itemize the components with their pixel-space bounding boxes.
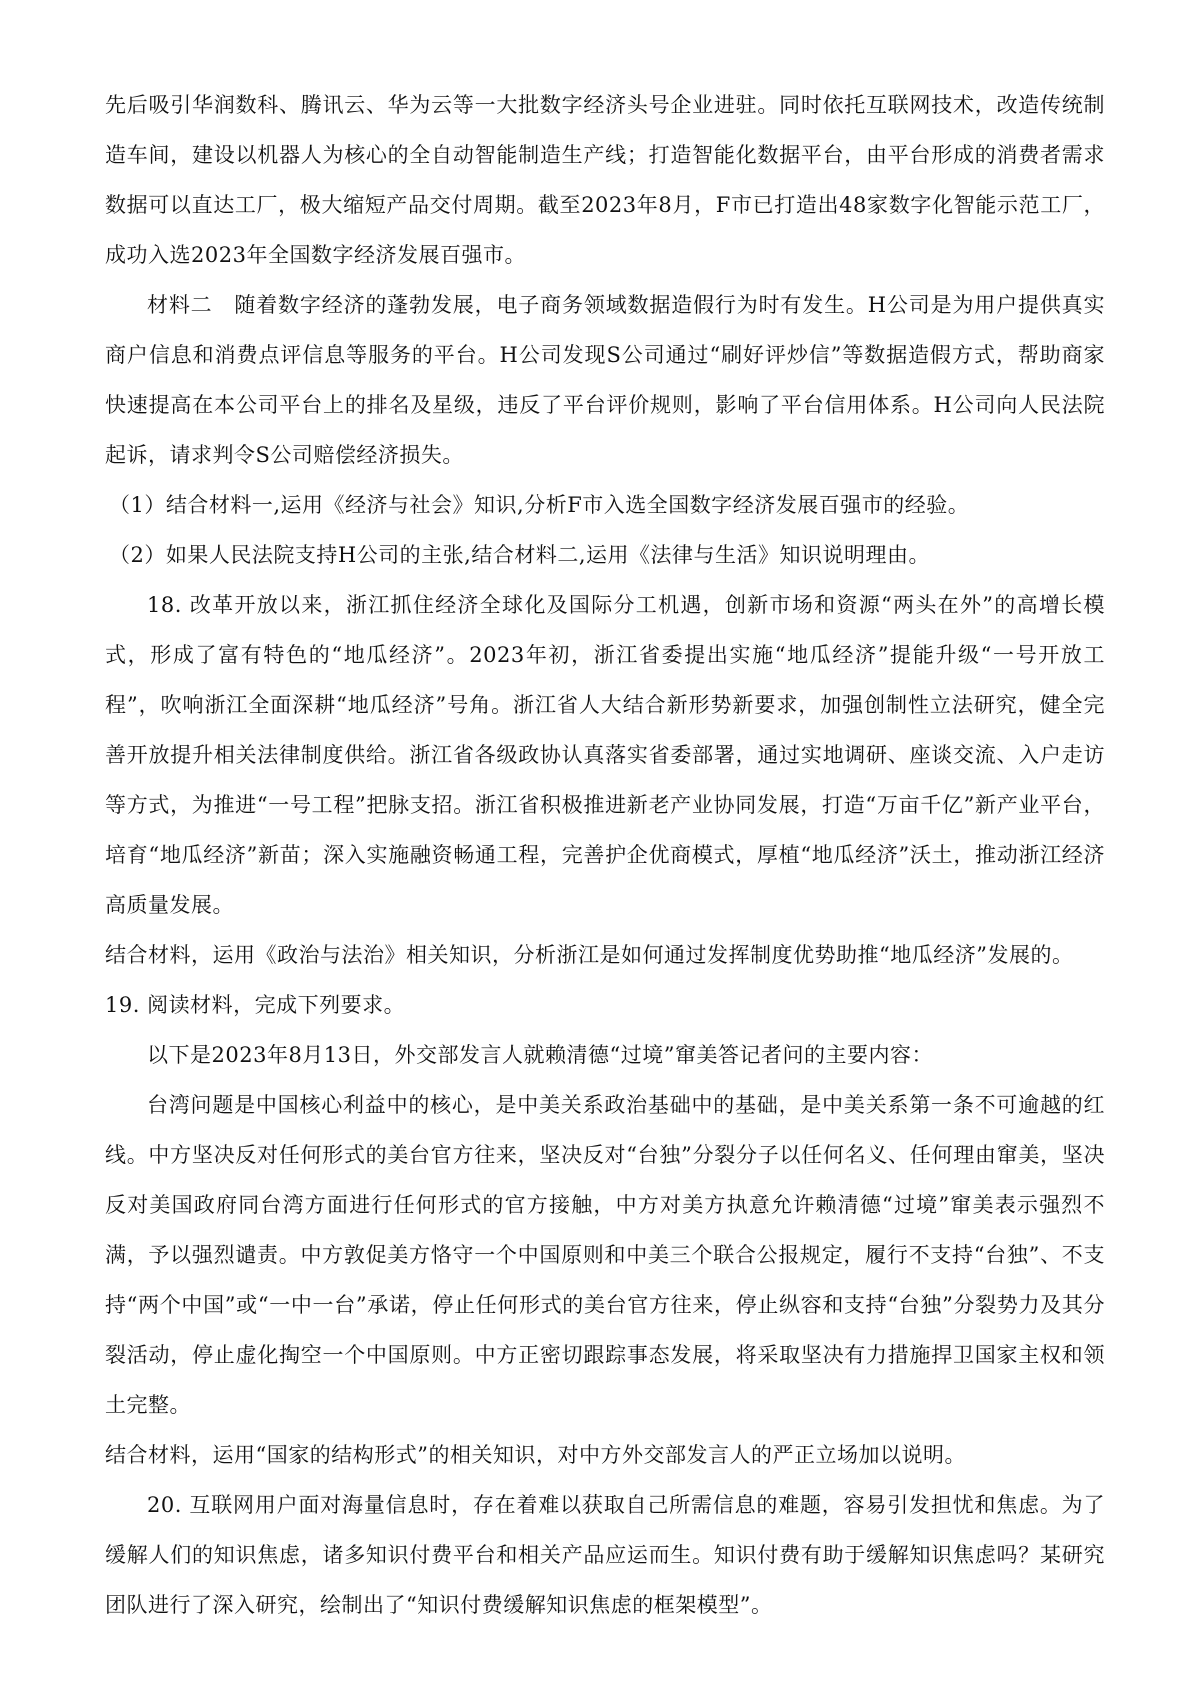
question-19-heading: 19. 阅读材料，完成下列要求。 [105,993,406,1017]
page-content [105,80,1105,1630]
question-18-prompt: 结合材料，运用《政治与法治》相关知识，分析浙江是如何通过发挥制度优势助推“地瓜经济”发展的。 [105,943,1074,967]
paragraph-material-one-continued: 先后吸引华润数科、腾讯云、华为云等一大批数字经济头号企业进驻。同时依托互联网技术，改造传统制造车间，建设以机器人为核心的全自动智能制造生产线；打造智能化数据平台，由平台形成的消费者需求数据可以直达工厂，极大缩短产品交付周期。截至2023年8月，F市已打造出48家数字化智能示范工厂，成功入选2023年全国数字经济发展百强市。 [105,93,1105,267]
question-20-material: 20. 互联网用户面对海量信息时，存在着难以获取自己所需信息的难题，容易引发担忧和焦虑。为了缓解人们的知识焦虑，诸多知识付费平台和相关产品应运而生。知识付费有助于缓解知识焦虑吗？某研究团队进行了深入研究，绘制出了“知识付费缓解知识焦虑的框架模型”。 [105,1493,1105,1617]
question-19-material: 台湾问题是中国核心利益中的核心，是中美关系政治基础中的基础，是中美关系第一条不可逾越的红线。中方坚决反对任何形式的美台官方往来，坚决反对“台独”分裂分子以任何名义、任何理由窜美，坚决反对美国政府同台湾方面进行任何形式的官方接触，中方对美方执意允许赖清德“过境”窜美表示强烈不满，予以强烈谴责。中方敦促美方恪守一个中国原则和中美三个联合公报规定，履行不支持“台独”、不支持“两个中国”或“一中一台”承诺，停止任何形式的美台官方往来，停止纵容和支持“台独”分裂势力及其分裂活动，停止虚化掏空一个中国原则。中方正密切跟踪事态发展，将采取坚决有力措施捍卫国家主权和领土完整。 [105,1093,1105,1417]
question-18-material: 18. 改革开放以来，浙江抓住经济全球化及国际分工机遇，创新市场和资源“两头在外”的高增长模式，形成了富有特色的“地瓜经济”。2023年初，浙江省委提出实施“地瓜经济”提能升级“一号开放工程”，吹响浙江全面深耕“地瓜经济”号角。浙江省人大结合新形势新要求，加强创制性立法研究，健全完善开放提升相关法律制度供给。浙江省各级政协认真落实省委部署，通过实地调研、座谈交流、入户走访等方式，为推进“一号工程”把脉支招。浙江省积极推进新老产业协同发展，打造“万亩千亿”新产业平台，培育“地瓜经济”新苗；深入实施融资畅通工程，完善护企优商模式，厚植“地瓜经济”沃土，推动浙江经济高质量发展。 [105,593,1105,917]
question-19-intro: 以下是2023年8月13日，外交部发言人就赖清德“过境”窜美答记者问的主要内容： [147,1043,933,1067]
subquestion-1: （1）结合材料一,运用《经济与社会》知识,分析F市入选全国数字经济发展百强市的经验。 [109,493,970,517]
paragraph-material-two: 材料二 随着数字经济的蓬勃发展，电子商务领域数据造假行为时有发生。H公司是为用户提供真实商户信息和消费点评信息等服务的平台。H公司发现S公司通过“刷好评炒信”等数据造假方式，帮助商家快速提高在本公司平台上的排名及星级，违反了平台评价规则，影响了平台信用体系。H公司向人民法院起诉，请求判令S公司赔偿经济损失。 [105,293,1105,467]
subquestion-2: （2）如果人民法院支持H公司的主张,结合材料二,运用《法律与生活》知识说明理由。 [109,543,931,567]
question-19-prompt: 结合材料，运用“国家的结构形式”的相关知识，对中方外交部发言人的严正立场加以说明。 [105,1443,966,1467]
